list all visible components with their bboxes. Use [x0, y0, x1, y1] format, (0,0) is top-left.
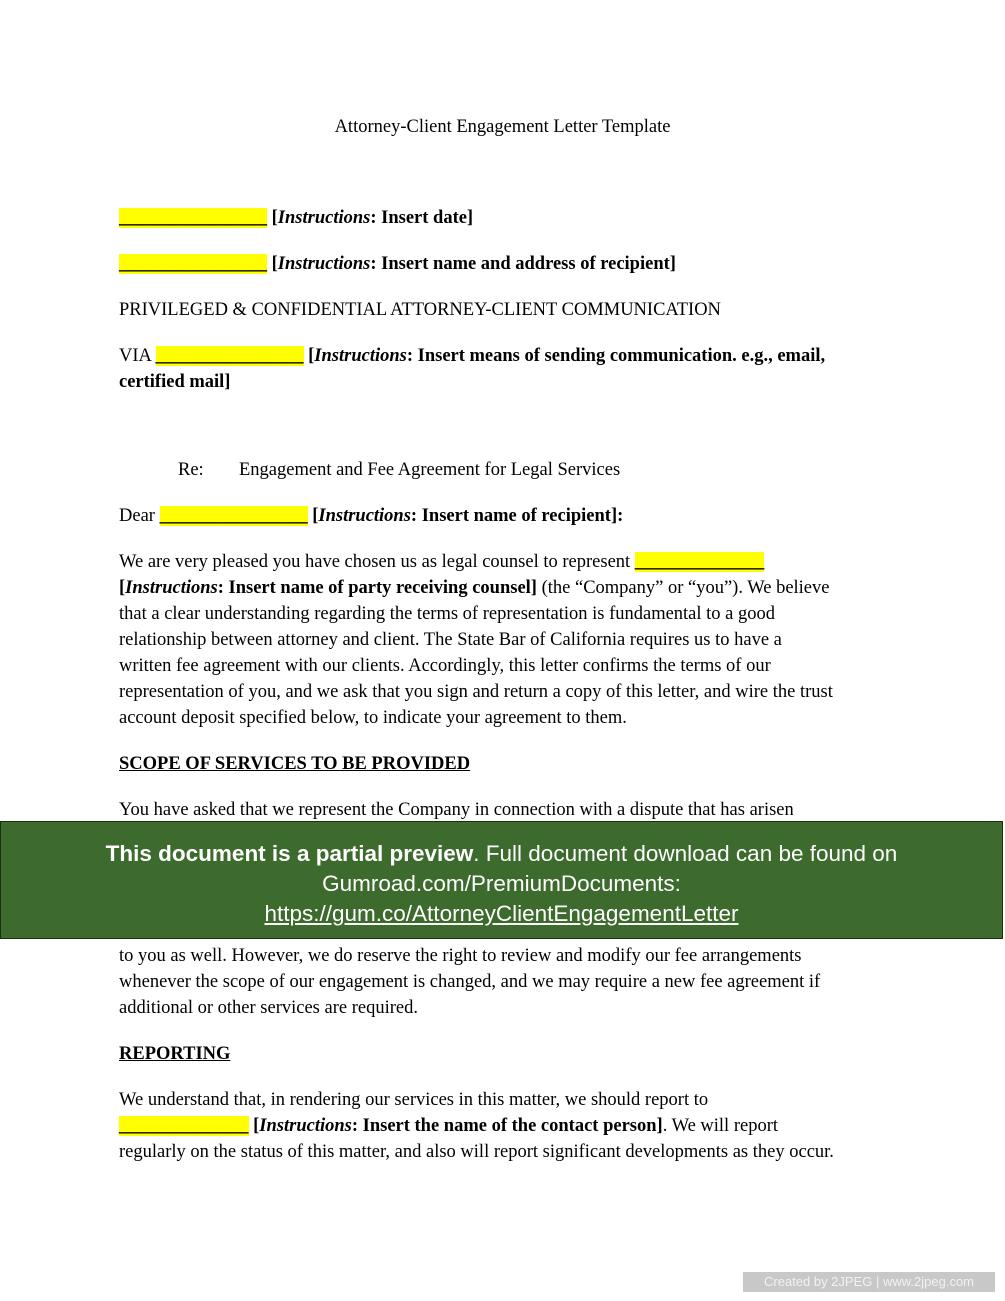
intro-line-3: that a clear understanding regarding the terms of representation is fundamental to a good — [119, 604, 776, 624]
date-instr-text: : Insert date] — [370, 208, 474, 228]
intro-line-1 — [119, 549, 764, 575]
dear-prefix: Dear — [119, 506, 160, 526]
re-subject: Engagement and Fee Agreement for Legal Services — [239, 460, 621, 480]
banner-text-1: . Full document download can be found on — [473, 841, 898, 866]
party-blank[interactable]: ______________ — [634, 552, 765, 572]
reporting-instr-text: : Insert the name of the contact person] — [351, 1116, 663, 1136]
recipient-instr-word: Instructions — [277, 254, 371, 274]
date-blank[interactable]: ________________ — [119, 208, 267, 228]
intro-line-4: relationship between attorney and client. The State Bar of California requires us to have a — [119, 630, 782, 650]
intro-instr-word: Instructions — [125, 578, 218, 598]
reporting-line-3: regularly on the status of this matter, and also will report significant developments as they occur. — [119, 1142, 834, 1162]
scope-line-3: whenever the scope of our engagement is changed, and we may require a new fee agreement if — [119, 972, 821, 992]
reporting-text-2: . We will report — [662, 1116, 778, 1136]
scope-heading: SCOPE OF SERVICES TO BE PROVIDED — [119, 754, 471, 774]
via-instr-text: : Insert means of sending communication. e.g., email, — [406, 346, 826, 366]
via-line: VIA ________________ [Instructions: Insert means of sending communication. e.g., email, — [119, 346, 826, 366]
intro-instr-text: : Insert name of party receiving counsel] — [217, 578, 537, 598]
intro-line-5: written fee agreement with our clients. Accordingly, this letter confirms the terms of our — [119, 656, 771, 676]
scope-line-1: You have asked that we represent the Company in connection with a dispute that has arisen — [119, 800, 794, 820]
banner-bold: This document is a partial preview — [105, 841, 474, 866]
intro-line-7: account deposit specified below, to indicate your agreement to them. — [119, 708, 627, 728]
reporting-heading: REPORTING — [119, 1044, 231, 1064]
via-blank[interactable]: ________________ — [155, 346, 304, 366]
privileged-notice: PRIVILEGED & CONFIDENTIAL ATTORNEY-CLIENT COMMUNICATION — [119, 300, 721, 320]
dear-instr-text: : Insert name of recipient]: — [410, 506, 624, 526]
preview-banner — [0, 821, 1003, 939]
intro-line-6: representation of you, and we ask that you sign and return a copy of this letter, and wire the trust — [119, 682, 833, 702]
intro-text-1: We are very pleased you have chosen us as legal counsel to represent — [119, 552, 635, 572]
intro-line-2: [Instructions: Insert name of party receiving counsel] (the “Company” or “you”). We believe — [119, 578, 830, 598]
download-link[interactable]: https://gum.co/AttorneyClientEngagementLetter — [264, 901, 739, 926]
recipient-blank[interactable]: ________________ — [119, 254, 267, 274]
via-prefix: VIA — [119, 346, 156, 366]
document-title: Attorney-Client Engagement Letter Template — [334, 117, 671, 137]
scope-line-4: additional or other services are required. — [119, 998, 418, 1018]
date-instr-word: Instructions — [277, 208, 371, 228]
watermark: Created by 2JPEG | www.2jpeg.com — [743, 1272, 995, 1292]
reporting-instr-word: Instructions — [259, 1116, 352, 1136]
date-line: ________________ [Instructions: Insert date] — [119, 208, 474, 228]
contact-blank[interactable]: ______________ — [119, 1116, 249, 1136]
dear-blank[interactable]: ________________ — [159, 506, 308, 526]
via-instr-word: Instructions — [314, 346, 407, 366]
recipient-line: ________________ [Instructions: Insert name and address of recipient] — [119, 254, 676, 274]
reporting-line-1: We understand that, in rendering our services in this matter, we should report to — [119, 1090, 709, 1110]
dear-instr-word: Instructions — [318, 506, 411, 526]
scope-line-2: to you as well. However, we do reserve the right to review and modify our fee arrangements — [119, 946, 802, 966]
banner-text-2: Gumroad.com/PremiumDocuments: — [322, 871, 681, 896]
recipient-instr-text: : Insert name and address of recipient] — [370, 254, 676, 274]
salutation-line: Dear ________________ [Instructions: Insert name of recipient]: — [119, 506, 624, 526]
via-line-cont: certified mail] — [119, 372, 231, 392]
reporting-line-2: ______________ [Instructions: Insert the name of the contact person]. We will report — [119, 1116, 778, 1136]
re-label: Re: — [178, 460, 204, 480]
intro-text-2: (the “Company” or “you”). We believe — [536, 578, 830, 598]
